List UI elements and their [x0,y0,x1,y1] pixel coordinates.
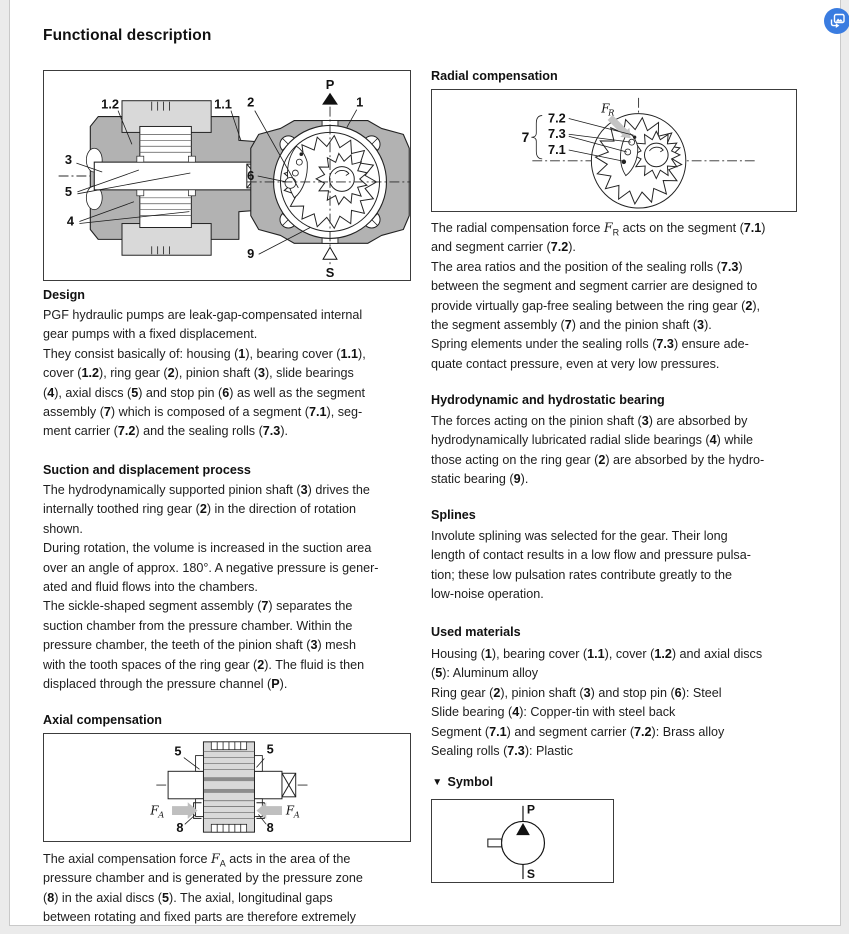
radial-force-label: F [601,101,610,116]
materials-list [431,645,813,761]
drive-shaft [488,839,502,847]
image-translate-icon [824,8,849,34]
materials-heading: Used materials [431,625,521,639]
triangle-marker-icon: ▼ [432,776,443,788]
axial-disc-right [254,756,262,772]
radial-compensation-diagram [431,89,797,212]
axial-paragraph: The axial compensation force $F_A$ acts in the area of the pressure chamber and is generated by the pressure zone (8) in the axial discs (5). The axial, longitudinal gaps between rotating and fixed parts are therefore extremely [43,851,363,925]
label-stop-pin: 6 [247,167,255,183]
label-suction-port: S [325,265,335,280]
stop-pin [285,177,296,188]
pump-section-diagram [43,70,411,281]
label-slide-bearings: 4 [66,213,75,229]
label-bearing-cover: 1.1 [214,96,232,112]
materials-item: Segment (7.1) and segment carrier (7.2): Brass alloy [431,724,725,739]
suction-paragraph: The hydrodynamically supported pinion shaft (3) drives the internally toothed ring gear (2) in the direction of rotation shown. During rotation, the volume is increased in the suction area over an angle of approx. 180°. A negative pressure is gener- ated and fluid flows into the chambers. The sickle-shaped segment assembly (7) separates the suction chamber from the pressure chamber. Within the pressure chamber, the teeth of the pinion shaft (3) mesh with the tooth spaces of the ring gear (2). The fluid is then displaced through the pressure channel (P). [43,483,379,692]
splines-paragraph: Involute splining was selected for the gear. Their long length of contact results in a low flow and pressure pulsa- tion; these low pulsation rates contribute greatly to the low-noise operation. [431,529,751,602]
hydraulic-symbol-drawing [432,800,613,882]
bearing-paragraph: The forces acting on the pinion shaft (3) are absorbed by hydrodynamically lubricated radial slide bearings (4) while those acting on the ring gear (2) are absorbed by the hydro- static bearing (9). [431,414,765,487]
materials-item: Slide bearing (4): Copper-tin with steel back [431,705,676,720]
label-zone-right: 8 [266,820,274,836]
label-disc-left: 5 [174,743,182,759]
image-translate-button[interactable] [824,8,849,34]
group-brace [531,116,542,159]
symbol-caption-label: Symbol [447,775,493,789]
label-segment-group: 7 [521,130,530,146]
radial-heading: Radial compensation [431,69,558,83]
materials-item: Ring gear (2), pinion shaft (3) and stop pin (6): Steel [431,685,722,700]
materials-item: Sealing rolls (7.3): Plastic [431,744,574,759]
label-axial-discs: 5 [64,183,73,199]
label-sealing-rolls: 7.3 [548,126,566,142]
symbol-suction-label: S [526,867,536,882]
label-ring-gear: 2 [247,94,255,110]
pdf-page [9,0,841,926]
symbol-pressure-label: P [526,802,536,817]
label-disc-right: 5 [266,741,274,757]
radial-paragraph: The radial compensation force $F_R$ acts on the segment (7.1) and segment carrier (7.2). The area ratios and the position of the sealing rolls (7.3) between the segment and segment carrier are designed to provide virtually gap-free sealing between the ring gear (2), the segment assembly (7) and the pinion shaft (3). Spring elements under the sealing rolls (7.3) ensure ade- quate contact pressure, even at very low pressures. [431,220,766,371]
page-title: Functional description [43,27,212,44]
design-heading: Design [43,288,85,302]
label-segment-carrier: 7.2 [548,110,566,126]
pressure-arrow [322,93,338,105]
axial-compensation-drawing [44,734,410,841]
radial-compensation-drawing [432,90,796,211]
axial-force-label-right: F [285,803,295,818]
label-housing: 1 [356,94,364,110]
svg-text:R: R [608,107,615,118]
label-pressure-port: P [325,76,335,92]
suction-heading: Suction and displacement process [43,463,251,477]
suction-arrow [323,247,337,259]
splines-heading: Splines [431,508,476,522]
design-paragraph: PGF hydraulic pumps are leak-gap-compensated internal gear pumps with a fixed displacement. They consist basically of: housing (1), bearing cover (1.1), cover (1.2), ring gear (2), pinion shaft (3), slide bearings (4), axial discs (5) and stop pin (6) as well as the segment assembly (7) which is composed of a segment (7.1), seg- ment carrier (7.2) and the sealing rolls (7.3). [43,308,366,439]
label-hydrostatic-bearing: 9 [247,246,255,262]
label-segment: 7.1 [548,141,566,157]
axial-compensation-diagram [43,733,411,842]
hydraulic-symbol-diagram [431,799,614,883]
label-pinion-shaft: 3 [64,152,73,168]
axial-force-label-left: F [150,803,159,818]
label-zone-left: 8 [176,820,184,836]
pump-section-drawing [44,71,410,280]
materials-item: Housing (1), bearing cover (1.1), cover (1.2) and axial discs (5): Aluminum alloy [431,647,763,681]
symbol-caption [431,775,493,789]
label-cover: 1.2 [101,96,120,112]
svg-text:A: A [293,809,300,820]
svg-text:A: A [158,809,165,820]
axial-heading: Axial compensation [43,713,162,727]
bearing-heading: Hydrodynamic and hydrostatic bearing [431,393,665,407]
